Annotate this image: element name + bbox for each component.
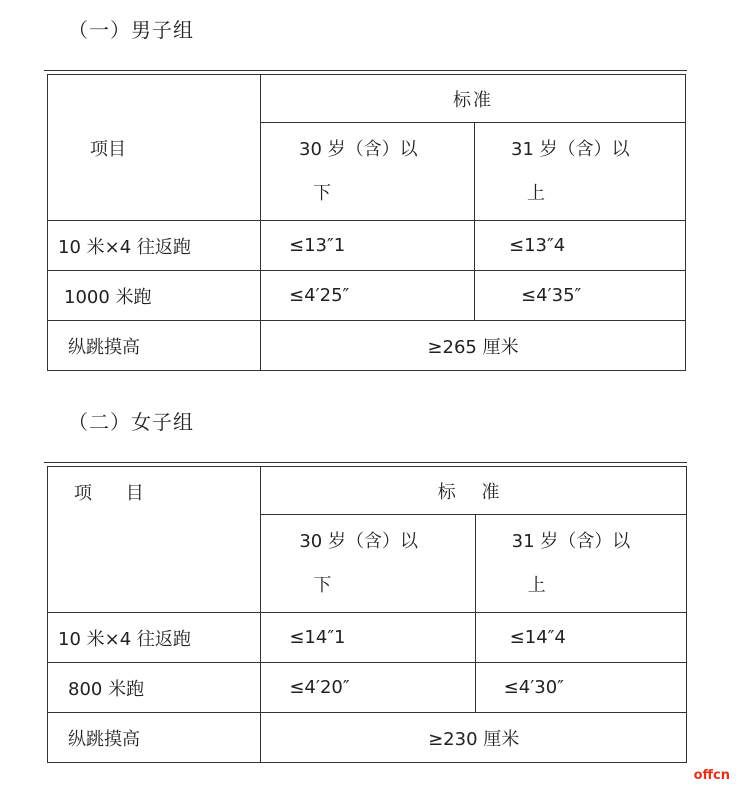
value-30: ≤4′20″ bbox=[261, 663, 475, 713]
table-row bbox=[48, 663, 687, 713]
header-item-cell bbox=[48, 75, 261, 221]
table-row bbox=[48, 713, 687, 763]
table-row bbox=[48, 321, 686, 371]
item-label: 纵跳摸高 bbox=[48, 713, 261, 763]
age-30-line1: 30 岁（含）以 bbox=[299, 138, 418, 160]
table-row bbox=[48, 271, 686, 321]
header-standard-label: 标 准 bbox=[437, 481, 510, 503]
section-title-male: （一）男子组 bbox=[68, 18, 194, 42]
value-30: ≤13″1 bbox=[261, 221, 475, 271]
jump-value: ≥265 厘米 bbox=[261, 321, 686, 371]
item-label: 纵跳摸高 bbox=[48, 321, 261, 371]
header-standard-label: 标准 bbox=[453, 89, 493, 111]
header-item-cell bbox=[48, 467, 261, 613]
age-31-line2: 上 bbox=[527, 574, 546, 596]
female-standard-table bbox=[47, 466, 687, 763]
value-31: ≤4′35″ bbox=[475, 271, 686, 321]
watermark-logo: offcn bbox=[693, 768, 730, 783]
age-30-cell bbox=[261, 123, 475, 221]
value-31: ≤14″4 bbox=[475, 613, 686, 663]
item-label: 1000 米跑 bbox=[48, 271, 261, 321]
age-31-cell bbox=[475, 123, 686, 221]
value-30: ≤14″1 bbox=[261, 613, 475, 663]
item-label: 800 米跑 bbox=[48, 663, 261, 713]
header-standard-cell bbox=[261, 75, 686, 123]
age-31-cell bbox=[475, 515, 686, 613]
header-standard-cell bbox=[261, 467, 687, 515]
age-30-line2: 下 bbox=[313, 182, 331, 204]
table-top-rule bbox=[44, 462, 687, 463]
header-item-label: 项目 bbox=[90, 138, 126, 160]
header-item-label: 项 目 bbox=[74, 483, 158, 504]
male-standard-table bbox=[47, 74, 686, 371]
age-31-line1: 31 岁（含）以 bbox=[511, 530, 631, 552]
table-row bbox=[48, 221, 686, 271]
value-30: ≤4′25″ bbox=[261, 271, 475, 321]
item-label: 10 米×4 往返跑 bbox=[48, 221, 261, 271]
value-31: ≤4′30″ bbox=[475, 663, 686, 713]
table-row bbox=[48, 613, 687, 663]
age-31-line2: 上 bbox=[527, 182, 545, 204]
value-31: ≤13″4 bbox=[475, 221, 686, 271]
age-30-line1: 30 岁（含）以 bbox=[299, 530, 418, 552]
item-label: 10 米×4 往返跑 bbox=[48, 613, 261, 663]
age-30-line2: 下 bbox=[313, 574, 332, 596]
age-31-line1: 31 岁（含）以 bbox=[511, 138, 630, 160]
age-30-cell bbox=[261, 515, 475, 613]
table-top-rule bbox=[44, 70, 687, 71]
jump-value: ≥230 厘米 bbox=[261, 713, 687, 763]
section-title-female: （二）女子组 bbox=[68, 410, 194, 434]
